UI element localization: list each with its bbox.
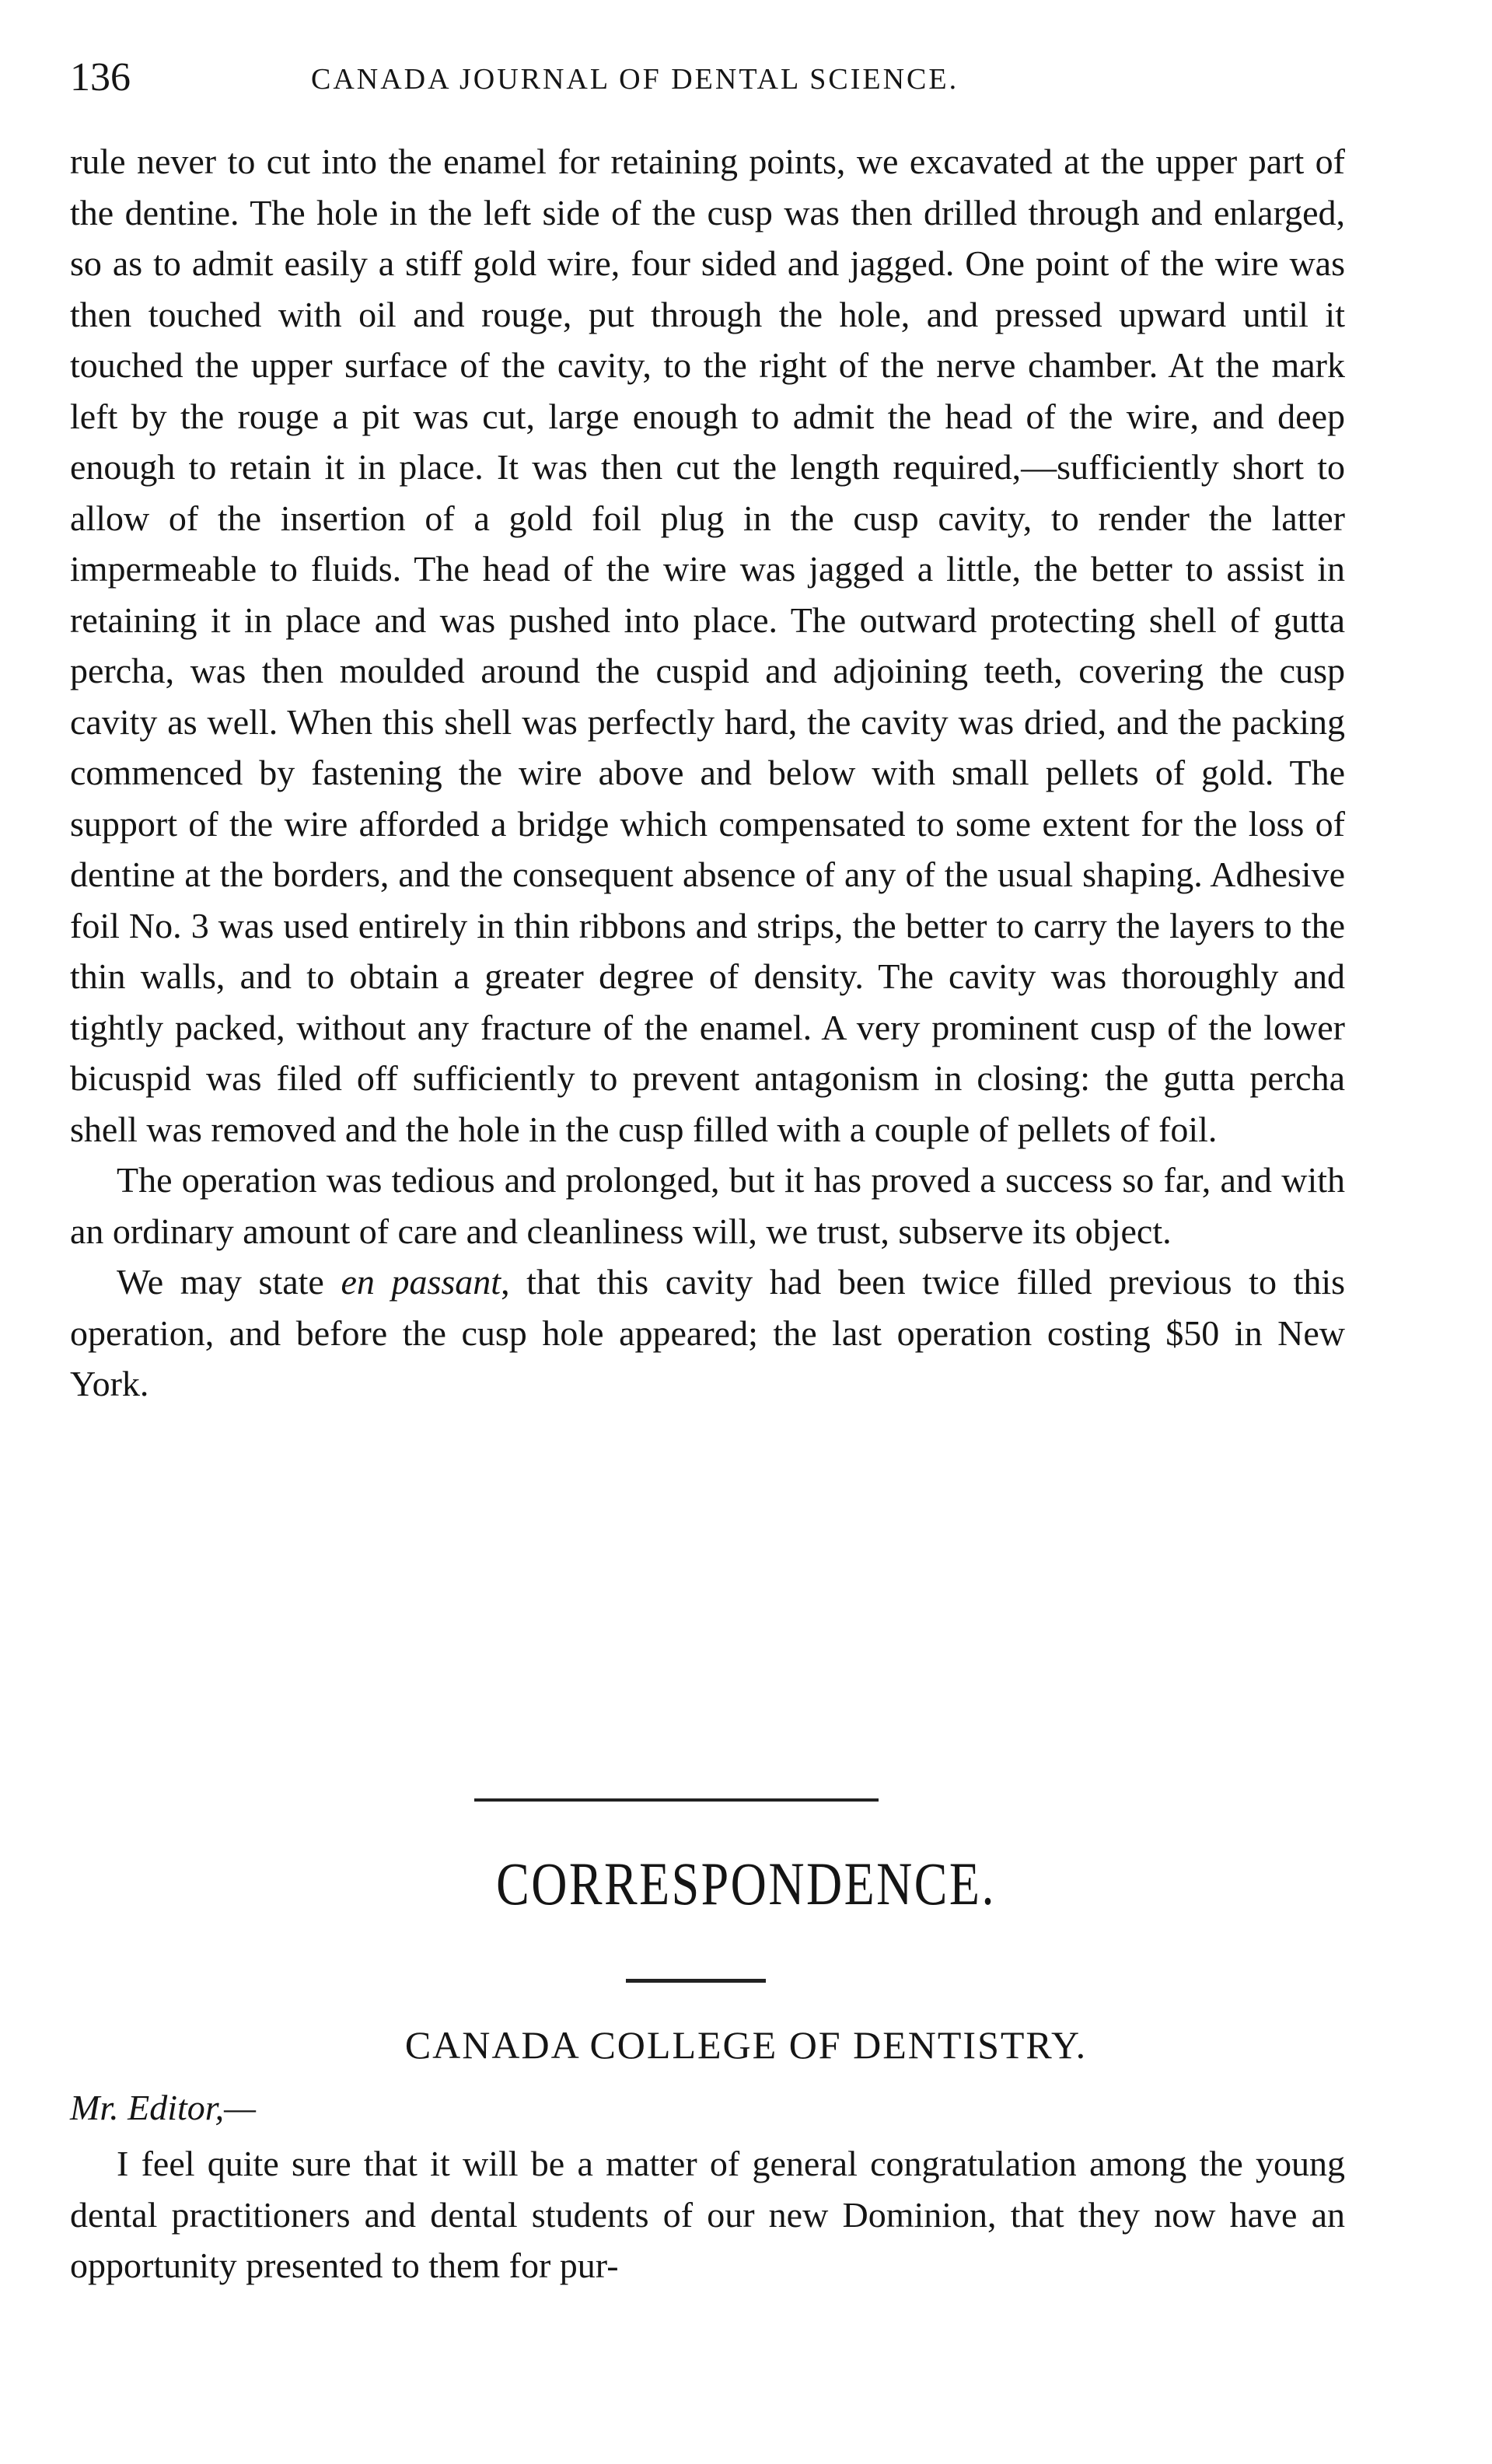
article-paragraph-2: The operation was tedious and prolonged, but it has proved a success so far, and with an ordinary amount of care and cleanliness will, we trust, subserve its object. (70, 1160, 1345, 1251)
section-divider-long (474, 1798, 879, 1802)
section-heading: CORRESPONDENCE. (496, 1850, 996, 1917)
paragraph-3-start: We may state (117, 1262, 341, 1302)
article-paragraph-3 (70, 1256, 1345, 1410)
letter-body (70, 2138, 1345, 2291)
section-divider-short (626, 1979, 766, 1983)
paragraph-3-italic-phrase: en passant (341, 1262, 501, 1302)
page-number: 136 (70, 55, 131, 100)
letter-paragraph-1: I feel quite sure that it will be a matter of general congratulation among the young dental practitioners and dental students of our new Dominion, that they now have an opportunity presented to them for pur- (70, 2144, 1345, 2285)
paragraph-3-end: , that this cavity had been twice filled previous to this operation, and before the cusp hole appeared; the last operation costing $50 in New York. (70, 1262, 1346, 1403)
letter-salutation: Mr. Editor,— (70, 2088, 256, 2127)
subsection-heading: CANADA COLLEGE OF DENTISTRY. (404, 2023, 1088, 2067)
journal-title: CANADA JOURNAL OF DENTAL SCIENCE. (311, 63, 959, 96)
article-continuation (70, 136, 1345, 1410)
running-head (70, 47, 1345, 109)
article-paragraph-1: rule never to cut into the enamel for retaining points, we excavated at the upper part of the dentine. The hole in the left side of the cusp was then drilled through and enlarged, so as to admit easily a stiff gold wire, four sided and jagged. One point of the wire was then touched with oil and rouge, put through the hole, and pressed upward until it touched the upper surface of the cavity, to the right of the nerve chamber. At the mark left by the rouge a pit was cut, large enough to admit the head of the wire, and deep enough to retain it in place. It was then cut the length required,—sufficiently short to allow of the insertion of a gold foil plug in the cusp cavity, to render the latter impermeable to fluids. The head of the wire was jagged a little, the better to assist in retaining it in place and was pushed into place. The outward protecting shell of gutta percha, was then moulded around the cuspid and adjoining teeth, covering the cusp cavity as well. When this shell was perfectly hard, the cavity was dried, and the packing commenced by fastening the wire above and below with small pellets of gold. The support of the wire afforded a bridge which compensated to some extent for the loss of dentine at the borders, and the consequent absence of any of the usual shaping. Adhesive foil No. 3 was used entirely in thin ribbons and strips, the better to carry the layers to the thin walls, and to obtain a greater degree of density. The cavity was thoroughly and tightly packed, without any fracture of the enamel. A very prominent cusp of the lower bicuspid was filed off sufficiently to prevent antagonism in closing: the gutta percha shell was removed and the hole in the cusp filled with a couple of pellets of foil. (70, 142, 1345, 1149)
